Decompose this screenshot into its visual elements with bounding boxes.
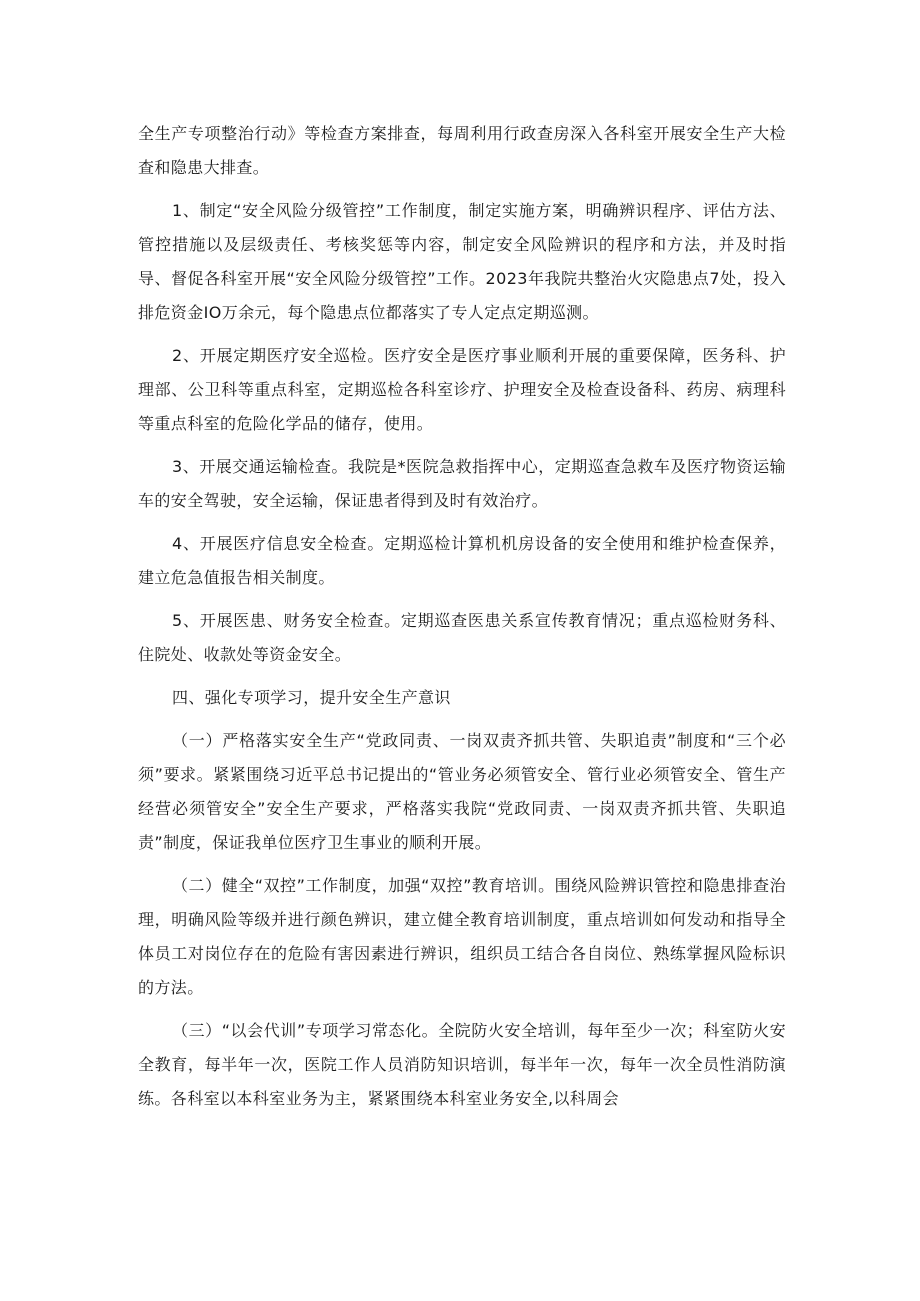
paragraph-item-2: 2、开展定期医疗安全巡检。医疗安全是医疗事业顺利开展的重要保障，医务科、护理部、公卫科等重点科室，定期巡检各科室诊疗、护理安全及检查设备科、药房、病理科等重点科室的危险化学品的储存，使用。 xyxy=(138,346,786,433)
paragraph-sub-3: （三）“以会代训”专项学习常态化。全院防火安全培训，每年至少一次；科室防火安全教育，每半年一次，医院工作人员消防知识培训，每半年一次，每年一次全员性消防演练。各科室以本科室业务为主，紧紧围绕本科室业务安全,以科周会 xyxy=(138,1021,786,1108)
paragraph-item-5: 5、开展医患、财务安全检查。定期巡查医患关系宣传教育情况；重点巡检财务科、住院处、收款处等资金安全。 xyxy=(138,611,786,664)
paragraph-continuation: 全生产专项整治行动》等检查方案排查，每周利用行政查房深入各科室开展安全生产大检查和隐患大排查。 xyxy=(138,124,786,177)
paragraph-item-1: 1、制定“安全风险分级管控”工作制度，制定实施方案，明确辨识程序、评估方法、管控措施以及层级责任、考核奖惩等内容，制定安全风险辨识的程序和方法，并及时指导、督促各科室开展“安全风险分级管控”工作。2023年我院共整治火灾隐患点7处，投入排危资金IO万余元，每个隐患点位都落实了专人定点定期巡测。 xyxy=(138,201,786,322)
section-heading-4: 四、强化专项学习，提升安全生产意识 xyxy=(172,688,451,707)
paragraph-sub-2: （二）健全“双控”工作制度，加强“双控”教育培训。围绕风险辨识管控和隐患排查治理，明确风险等级并进行颜色辨识，建立健全教育培训制度，重点培训如何发动和指导全体员工对岗位存在的危险有害因素进行辨识，组织员工结合各自岗位、熟练掌握风险标识的方法。 xyxy=(138,876,786,997)
paragraph-item-3: 3、开展交通运输检查。我院是*医院急救指挥中心，定期巡查急救车及医疗物资运输车的安全驾驶，安全运输，保证患者得到及时有效治疗。 xyxy=(138,457,786,510)
paragraph-sub-1: （一）严格落实安全生产“党政同责、一岗双责齐抓共管、失职追责”制度和“三个必须”要求。紧紧围绕习近平总书记提出的“管业务必须管安全、管行业必须管安全、管生产经营必须管安全”安全生产要求，严格落实我院“党政同责、一岗双责齐抓共管、失职追责”制度，保证我单位医疗卫生事业的顺利开展。 xyxy=(138,731,786,852)
document-body xyxy=(138,117,786,1125)
paragraph-item-4: 4、开展医疗信息安全检查。定期巡检计算机机房设备的安全使用和维护检查保养，建立危急值报告相关制度。 xyxy=(138,534,786,587)
